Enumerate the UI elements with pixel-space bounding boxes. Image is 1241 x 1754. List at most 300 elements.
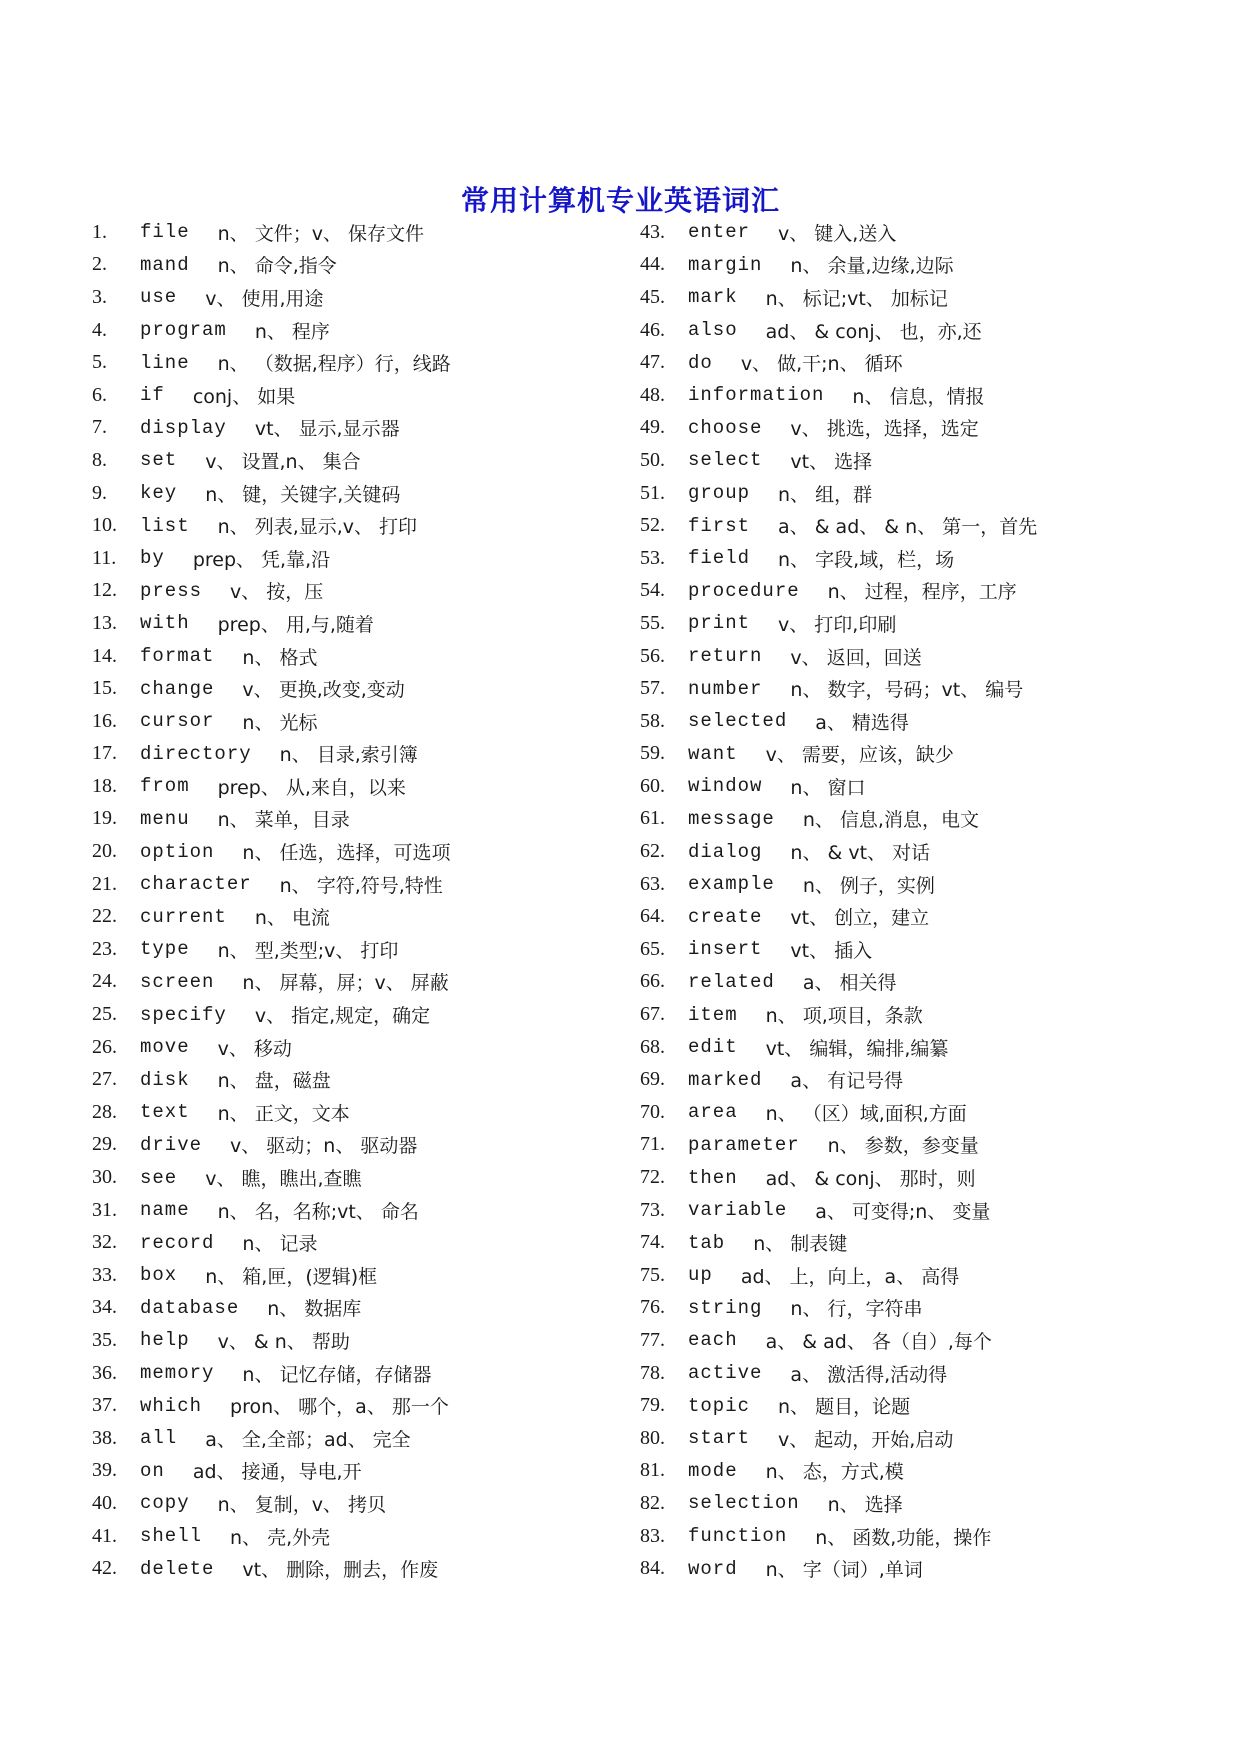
- vocab-entry: [640, 1389, 1200, 1422]
- entry-word: function: [688, 1525, 788, 1548]
- entry-number: 11.: [92, 546, 117, 569]
- entry-word: want: [688, 742, 738, 765]
- entry-number: 71.: [640, 1133, 665, 1156]
- entry-number: 14.: [92, 644, 117, 667]
- vocab-entry: [92, 607, 612, 640]
- entry-word: mark: [688, 286, 738, 309]
- entry-word: copy: [140, 1492, 190, 1515]
- entry-word: mand: [140, 253, 190, 276]
- entry-number: 30.: [92, 1166, 117, 1189]
- entry-definition: ad、 & conj、 也，亦,还: [765, 320, 982, 343]
- entry-word: which: [140, 1394, 203, 1417]
- entry-word: first: [688, 514, 751, 537]
- entry-definition: n、 菜单，目录: [217, 809, 350, 832]
- entry-word: with: [140, 612, 190, 635]
- entry-number: 41.: [92, 1524, 117, 1547]
- vocab-entry: [92, 672, 612, 705]
- vocab-entry: [92, 705, 612, 738]
- entry-definition: a、 & ad、 & n、 第一，首先: [778, 516, 1038, 539]
- entry-definition: n、 正文，文本: [217, 1102, 350, 1125]
- entry-definition: vt、 创立，建立: [790, 907, 930, 930]
- vocab-entry: [92, 1389, 612, 1422]
- entry-word: directory: [140, 742, 252, 765]
- vocab-entry: [92, 966, 612, 999]
- entry-number: 29.: [92, 1133, 117, 1156]
- entry-definition: vt、 选择: [790, 450, 873, 473]
- entry-number: 27.: [92, 1068, 117, 1091]
- vocab-entry: [92, 1520, 612, 1553]
- entry-word: create: [688, 905, 763, 928]
- entry-number: 54.: [640, 579, 665, 602]
- entry-word: name: [140, 1199, 190, 1222]
- vocab-entry: [640, 1161, 1200, 1194]
- entry-definition: n、 （数据,程序）行，线路: [217, 353, 451, 376]
- entry-number: 73.: [640, 1198, 665, 1221]
- entry-definition: ad、 接通，导电,开: [192, 1461, 362, 1484]
- vocab-entry: [92, 1422, 612, 1455]
- vocab-entry: [92, 379, 612, 412]
- entry-word: box: [140, 1264, 178, 1287]
- entry-word: group: [688, 482, 751, 505]
- vocab-entry: [640, 1487, 1200, 1520]
- vocab-entry: [640, 900, 1200, 933]
- entry-word: up: [688, 1264, 713, 1287]
- vocab-entry: [92, 803, 612, 836]
- entry-definition: n、 信息，情报: [852, 385, 985, 408]
- entry-definition: n、 电流: [254, 907, 330, 930]
- entry-word: help: [140, 1329, 190, 1352]
- entry-number: 80.: [640, 1426, 665, 1449]
- entry-definition: n、 光标: [242, 711, 318, 734]
- vocab-entry: [92, 1487, 612, 1520]
- entry-definition: a、 & ad、 各（自）,每个: [765, 1330, 992, 1353]
- entry-number: 66.: [640, 970, 665, 993]
- entry-word: item: [688, 1003, 738, 1026]
- entry-definition: prep、 用,与,随着: [217, 613, 374, 636]
- entry-definition: n、 过程，程序，工序: [827, 581, 1017, 604]
- entry-definition: a、 有记号得: [790, 1070, 904, 1093]
- entry-definition: a、 可变得;n、 变量: [815, 1200, 991, 1223]
- entry-definition: v、 键入,送入: [778, 222, 897, 245]
- entry-number: 16.: [92, 709, 117, 732]
- entry-definition: n、 标记;vt、 加标记: [765, 287, 948, 310]
- entry-word: insert: [688, 938, 763, 961]
- vocab-list-left: [92, 216, 612, 1585]
- vocab-entry: [640, 640, 1200, 673]
- entry-definition: n、 壳,外壳: [230, 1526, 331, 1549]
- entry-definition: n、 字段,域，栏，场: [778, 548, 955, 571]
- entry-number: 63.: [640, 872, 665, 895]
- vocab-entry: [92, 738, 612, 771]
- vocab-entry: [92, 868, 612, 901]
- vocab-entry: [92, 575, 612, 608]
- vocab-entry: [640, 1096, 1200, 1129]
- entry-word: change: [140, 677, 215, 700]
- vocab-entry: [92, 216, 612, 249]
- entry-definition: pron、 哪个，a、 那一个: [230, 1396, 449, 1419]
- entry-word: record: [140, 1231, 215, 1254]
- entry-definition: n、 题目，论题: [778, 1396, 911, 1419]
- vocab-entry: [92, 933, 612, 966]
- vocab-entry: [640, 607, 1200, 640]
- entry-definition: v、 挑选，选择，选定: [790, 418, 979, 441]
- entry-word: memory: [140, 1362, 215, 1385]
- vocab-entry: [92, 1194, 612, 1227]
- entry-definition: n、 制表键: [753, 1233, 848, 1256]
- entry-word: selected: [688, 710, 788, 733]
- entry-definition: ad、 & conj、 那时，则: [765, 1168, 976, 1191]
- entry-number: 65.: [640, 937, 665, 960]
- entry-number: 26.: [92, 1035, 117, 1058]
- entry-definition: n、 窗口: [790, 776, 866, 799]
- entry-number: 24.: [92, 970, 117, 993]
- entry-definition: vt、 删除，删去，作废: [242, 1559, 439, 1582]
- entry-word: shell: [140, 1525, 203, 1548]
- entry-number: 34.: [92, 1296, 117, 1319]
- entry-number: 5.: [92, 351, 107, 374]
- entry-definition: n、 函数,功能，操作: [815, 1526, 992, 1549]
- vocab-entry: [92, 249, 612, 282]
- vocab-entry: [92, 444, 612, 477]
- entry-word: tab: [688, 1231, 726, 1254]
- entry-definition: n、 格式: [242, 646, 318, 669]
- vocab-entry: [92, 1324, 612, 1357]
- entry-definition: n、 文件；v、 保存文件: [217, 222, 424, 245]
- entry-definition: ad、 上，向上，a、 高得: [740, 1265, 960, 1288]
- entry-number: 33.: [92, 1263, 117, 1286]
- entry-word: display: [140, 416, 227, 439]
- entry-word: window: [688, 775, 763, 798]
- entry-word: move: [140, 1036, 190, 1059]
- vocab-entry: [640, 412, 1200, 445]
- entry-word: set: [140, 449, 178, 472]
- entry-definition: v、 打印,印刷: [778, 613, 897, 636]
- entry-word: menu: [140, 807, 190, 830]
- entry-definition: v、 做,干;n、 循环: [740, 353, 903, 376]
- vocab-entry: [640, 1552, 1200, 1585]
- entry-definition: vt、 编辑，编排,编纂: [765, 1037, 949, 1060]
- vocab-entry: [92, 900, 612, 933]
- entry-number: 40.: [92, 1491, 117, 1514]
- entry-number: 49.: [640, 416, 665, 439]
- entry-word: delete: [140, 1557, 215, 1580]
- vocab-entry: [92, 542, 612, 575]
- entry-number: 77.: [640, 1328, 665, 1351]
- entry-word: press: [140, 579, 203, 602]
- entry-word: type: [140, 938, 190, 961]
- entry-word: variable: [688, 1199, 788, 1222]
- entry-definition: n、 （区）域,面积,方面: [765, 1102, 967, 1125]
- entry-word: key: [140, 482, 178, 505]
- entry-number: 83.: [640, 1524, 665, 1547]
- entry-word: number: [688, 677, 763, 700]
- entry-word: do: [688, 351, 713, 374]
- vocab-entry: [640, 738, 1200, 771]
- entry-definition: a、 相关得: [802, 972, 897, 995]
- entry-definition: v、 移动: [217, 1037, 292, 1060]
- entry-definition: n、 键，关键字,关键码: [205, 483, 401, 506]
- vocab-entry: [92, 281, 612, 314]
- entry-definition: n、 记录: [242, 1233, 318, 1256]
- vocab-entry: [640, 1324, 1200, 1357]
- vocab-entry: [640, 346, 1200, 379]
- entry-word: return: [688, 645, 763, 668]
- entry-word: also: [688, 319, 738, 342]
- vocab-entry: [92, 998, 612, 1031]
- entry-word: see: [140, 1166, 178, 1189]
- entry-definition: n、 数字，号码；vt、 编号: [790, 679, 1024, 702]
- entry-word: topic: [688, 1394, 751, 1417]
- vocab-entry: [92, 1129, 612, 1162]
- entry-definition: n、 组，群: [778, 483, 873, 506]
- entry-definition: v、 瞧，瞧出,查瞧: [205, 1168, 362, 1191]
- entry-word: all: [140, 1427, 178, 1450]
- entry-number: 64.: [640, 905, 665, 928]
- entry-word: select: [688, 449, 763, 472]
- entry-definition: vt、 插入: [790, 939, 873, 962]
- entry-word: screen: [140, 970, 215, 993]
- vocab-entry: [640, 1031, 1200, 1064]
- entry-definition: a、 全,全部；ad、 完全: [205, 1428, 411, 1451]
- vocab-entry: [92, 1161, 612, 1194]
- entry-word: list: [140, 514, 190, 537]
- entry-definition: prep、 凭,靠,沿: [192, 548, 331, 571]
- vocab-entry: [640, 314, 1200, 347]
- entry-definition: v、 使用,用途: [205, 287, 324, 310]
- vocab-entry: [92, 1031, 612, 1064]
- entry-word: cursor: [140, 710, 215, 733]
- vocab-entry: [640, 933, 1200, 966]
- entry-number: 4.: [92, 318, 107, 341]
- entry-number: 36.: [92, 1361, 117, 1384]
- entry-word: marked: [688, 1068, 763, 1091]
- entry-definition: n、 复制，v、 拷贝: [217, 1493, 386, 1516]
- entry-definition: n、 态，方式,模: [765, 1461, 904, 1484]
- entry-definition: v、 指定,规定，确定: [254, 1005, 431, 1028]
- vocab-entry: [640, 509, 1200, 542]
- entry-word: message: [688, 807, 775, 830]
- vocab-entry: [640, 1520, 1200, 1553]
- vocab-entry: [640, 249, 1200, 282]
- entry-number: 32.: [92, 1231, 117, 1254]
- entry-word: print: [688, 612, 751, 635]
- entry-number: 23.: [92, 937, 117, 960]
- entry-definition: conj、 如果: [192, 385, 296, 408]
- entry-number: 45.: [640, 285, 665, 308]
- entry-definition: n、 & vt、 对话: [790, 842, 931, 865]
- entry-number: 42.: [92, 1557, 117, 1580]
- entry-word: on: [140, 1459, 165, 1482]
- entry-word: file: [140, 221, 190, 244]
- entry-number: 7.: [92, 416, 107, 439]
- entry-number: 50.: [640, 448, 665, 471]
- vocab-entry: [640, 379, 1200, 412]
- vocab-entry: [640, 1194, 1200, 1227]
- entry-word: line: [140, 351, 190, 374]
- vocab-entry: [640, 868, 1200, 901]
- entry-number: 76.: [640, 1296, 665, 1319]
- vocab-entry: [92, 1259, 612, 1292]
- entry-number: 35.: [92, 1328, 117, 1351]
- vocab-entry: [92, 1552, 612, 1585]
- entry-word: start: [688, 1427, 751, 1450]
- entry-number: 75.: [640, 1263, 665, 1286]
- vocab-entry: [640, 575, 1200, 608]
- entry-word: example: [688, 873, 775, 896]
- entry-definition: n、 名，名称;vt、 命名: [217, 1200, 419, 1223]
- entry-definition: v、 更换,改变,变动: [242, 679, 405, 702]
- vocab-entry: [640, 803, 1200, 836]
- entry-number: 44.: [640, 253, 665, 276]
- entry-number: 74.: [640, 1231, 665, 1254]
- entry-word: format: [140, 645, 215, 668]
- vocab-entry: [92, 1226, 612, 1259]
- entry-number: 31.: [92, 1198, 117, 1221]
- entry-number: 28.: [92, 1100, 117, 1123]
- entry-word: dialog: [688, 840, 763, 863]
- entry-word: mode: [688, 1459, 738, 1482]
- entry-word: specify: [140, 1003, 227, 1026]
- entry-definition: n、 型,类型;v、 打印: [217, 939, 399, 962]
- entry-number: 2.: [92, 253, 107, 276]
- entry-number: 82.: [640, 1491, 665, 1514]
- entry-definition: a、 激活得,活动得: [790, 1363, 948, 1386]
- entry-definition: n、 目录,索引簿: [279, 744, 418, 767]
- vocab-entry: [92, 412, 612, 445]
- entry-definition: v、 返回，回送: [790, 646, 922, 669]
- vocab-entry: [92, 477, 612, 510]
- entry-number: 48.: [640, 383, 665, 406]
- entry-definition: n、 例子，实例: [802, 874, 935, 897]
- entry-word: each: [688, 1329, 738, 1352]
- entry-number: 81.: [640, 1459, 665, 1482]
- entry-word: information: [688, 384, 825, 407]
- entry-number: 61.: [640, 807, 665, 830]
- entry-definition: v、 按，压: [230, 581, 324, 604]
- vocab-entry: [640, 1259, 1200, 1292]
- vocab-entry: [640, 1129, 1200, 1162]
- entry-definition: v、 起动，开始,启动: [778, 1428, 954, 1451]
- entry-definition: n、 记忆存储，存储器: [242, 1363, 432, 1386]
- vocab-entry: [640, 705, 1200, 738]
- entry-definition: v、 驱动；n、 驱动器: [230, 1135, 418, 1158]
- entry-number: 9.: [92, 481, 107, 504]
- entry-definition: n、 行，字符串: [790, 1298, 923, 1321]
- entry-number: 25.: [92, 1003, 117, 1026]
- entry-word: active: [688, 1362, 763, 1385]
- entry-word: edit: [688, 1036, 738, 1059]
- vocab-entry: [640, 1422, 1200, 1455]
- entry-number: 43.: [640, 220, 665, 243]
- entry-number: 19.: [92, 807, 117, 830]
- vocab-entry: [640, 542, 1200, 575]
- entry-word: selection: [688, 1492, 800, 1515]
- vocab-entry: [640, 477, 1200, 510]
- entry-number: 69.: [640, 1068, 665, 1091]
- entry-word: option: [140, 840, 215, 863]
- entry-number: 10.: [92, 514, 117, 537]
- entry-word: current: [140, 905, 227, 928]
- vocab-entry: [92, 314, 612, 347]
- entry-number: 55.: [640, 611, 665, 634]
- entry-word: field: [688, 547, 751, 570]
- vocab-entry: [640, 1063, 1200, 1096]
- entry-definition: n、 字符,符号,特性: [279, 874, 443, 897]
- entry-number: 1.: [92, 220, 107, 243]
- entry-definition: n、 盘，磁盘: [217, 1070, 331, 1093]
- entry-definition: v、 需要，应该，缺少: [765, 744, 954, 767]
- vocab-entry: [640, 672, 1200, 705]
- vocab-entry: [640, 998, 1200, 1031]
- entry-number: 52.: [640, 514, 665, 537]
- entry-definition: n、 命令,指令: [217, 255, 337, 278]
- entry-number: 67.: [640, 1003, 665, 1026]
- entry-definition: n、 字（词）,单词: [765, 1559, 923, 1582]
- entry-word: program: [140, 319, 227, 342]
- entry-definition: n、 余量,边缘,边际: [790, 255, 954, 278]
- entry-definition: vt、 显示,显示器: [254, 418, 400, 441]
- entry-word: procedure: [688, 579, 800, 602]
- vocab-entry: [92, 1292, 612, 1325]
- entry-word: then: [688, 1166, 738, 1189]
- entry-definition: v、 设置,n、 集合: [205, 450, 361, 473]
- entry-number: 38.: [92, 1426, 117, 1449]
- entry-number: 12.: [92, 579, 117, 602]
- vocab-entry: [92, 346, 612, 379]
- entry-definition: n、 程序: [254, 320, 330, 343]
- entry-word: by: [140, 547, 165, 570]
- entry-number: 53.: [640, 546, 665, 569]
- entry-number: 70.: [640, 1100, 665, 1123]
- entry-number: 47.: [640, 351, 665, 374]
- entry-definition: n、 数据库: [267, 1298, 362, 1321]
- entry-word: disk: [140, 1068, 190, 1091]
- vocab-entry: [640, 1357, 1200, 1390]
- entry-number: 51.: [640, 481, 665, 504]
- entry-number: 37.: [92, 1394, 117, 1417]
- entry-number: 72.: [640, 1166, 665, 1189]
- entry-definition: n、 箱,匣，(逻辑)框: [205, 1265, 378, 1288]
- entry-word: word: [688, 1557, 738, 1580]
- vocab-entry: [92, 1063, 612, 1096]
- entry-word: drive: [140, 1133, 203, 1156]
- entry-definition: n、 屏幕，屏；v、 屏蔽: [242, 972, 449, 995]
- vocab-entry: [640, 281, 1200, 314]
- entry-number: 58.: [640, 709, 665, 732]
- vocab-entry: [92, 770, 612, 803]
- vocab-entry: [640, 216, 1200, 249]
- entry-number: 22.: [92, 905, 117, 928]
- entry-definition: a、 精选得: [815, 711, 909, 734]
- vocab-entry: [640, 966, 1200, 999]
- entry-number: 84.: [640, 1557, 665, 1580]
- entry-number: 79.: [640, 1394, 665, 1417]
- vocab-entry: [92, 1455, 612, 1488]
- entry-word: area: [688, 1101, 738, 1124]
- entry-number: 17.: [92, 742, 117, 765]
- entry-word: character: [140, 873, 252, 896]
- entry-number: 15.: [92, 677, 117, 700]
- vocab-entry: [640, 444, 1200, 477]
- entry-number: 13.: [92, 611, 117, 634]
- entry-definition: prep、 从,来自，以来: [217, 776, 406, 799]
- entry-word: margin: [688, 253, 763, 276]
- vocab-list-right: [640, 216, 1200, 1585]
- entry-number: 20.: [92, 840, 117, 863]
- entry-word: related: [688, 970, 775, 993]
- entry-word: if: [140, 384, 165, 407]
- entry-number: 21.: [92, 872, 117, 895]
